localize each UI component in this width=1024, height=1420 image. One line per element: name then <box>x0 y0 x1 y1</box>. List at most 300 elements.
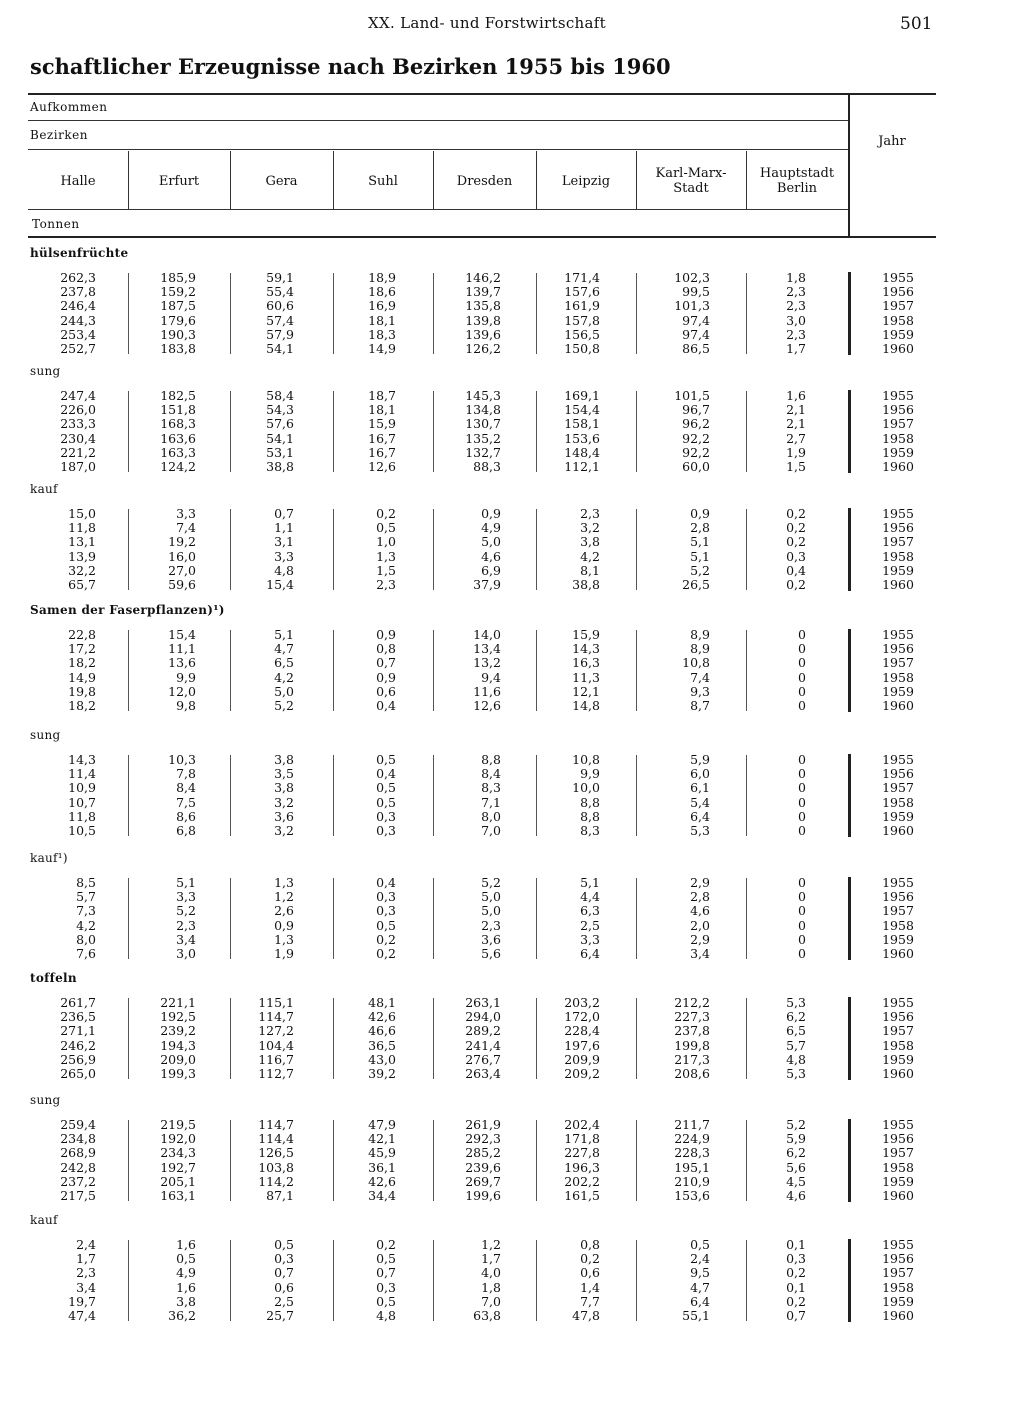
value-cell: 116,7 <box>258 1051 294 1067</box>
value-cell: 7,5 <box>176 794 196 810</box>
value-cell: 114,2 <box>258 1173 294 1189</box>
value-cell: 0 <box>798 627 806 642</box>
value-cell: 97,4 <box>682 312 710 328</box>
value-cell: 4,7 <box>690 1279 710 1295</box>
value-cell: 0,8 <box>376 641 396 657</box>
value-cell: 239,2 <box>160 1023 196 1039</box>
value-cell: 2,3 <box>76 1265 96 1281</box>
value-cell: 19,8 <box>68 683 96 699</box>
value-cell: 139,6 <box>465 326 501 342</box>
value-cell: 0,2 <box>376 506 396 521</box>
value-cell: 224,9 <box>674 1131 710 1147</box>
table-row <box>28 507 936 521</box>
value-cell: 1,4 <box>580 1279 600 1295</box>
section-label: hülsenfrüchte <box>30 246 129 260</box>
table-row <box>28 656 936 670</box>
value-cell: 2,3 <box>786 298 806 314</box>
value-cell: 115,1 <box>258 995 294 1010</box>
value-cell: 185,9 <box>160 270 196 285</box>
year-cell: 1955 <box>882 875 914 890</box>
value-cell: 36,1 <box>368 1159 396 1175</box>
value-cell: 0 <box>798 698 806 713</box>
value-cell: 233,3 <box>60 416 96 432</box>
value-cell: 14,9 <box>368 341 396 356</box>
value-cell: 169,1 <box>564 388 600 403</box>
table-title: schaftlicher Erzeugnisse nach Bezirken 1955 bis 1960 <box>30 54 671 79</box>
value-cell: 60,0 <box>682 459 710 474</box>
value-cell: 156,5 <box>564 326 600 342</box>
value-cell: 48,1 <box>368 995 396 1010</box>
value-cell: 1,3 <box>376 548 396 564</box>
value-cell: 5,1 <box>690 534 710 550</box>
value-cell: 227,8 <box>564 1145 600 1161</box>
value-cell: 2,1 <box>786 402 806 418</box>
value-cell: 228,4 <box>564 1023 600 1039</box>
column-divider <box>333 151 334 209</box>
value-cell: 150,8 <box>564 341 600 356</box>
year-cell: 1958 <box>882 1279 914 1295</box>
value-cell: 211,7 <box>674 1117 710 1132</box>
year-cell: 1959 <box>882 326 914 342</box>
value-cell: 1,2 <box>481 1237 501 1252</box>
value-cell: 22,8 <box>68 627 96 642</box>
value-cell: 197,6 <box>564 1037 600 1053</box>
year-cell: 1959 <box>882 1293 914 1309</box>
value-cell: 182,5 <box>160 388 196 403</box>
value-cell: 0 <box>798 669 806 685</box>
value-cell: 205,1 <box>160 1173 196 1189</box>
value-cell: 0,5 <box>176 1251 196 1267</box>
value-cell: 60,6 <box>266 298 294 314</box>
value-cell: 11,3 <box>572 669 600 685</box>
value-cell: 8,5 <box>76 875 96 890</box>
value-cell: 6,0 <box>690 766 710 782</box>
column-header: Erfurt <box>158 173 200 189</box>
year-cell: 1960 <box>882 459 914 474</box>
value-cell: 18,2 <box>68 655 96 671</box>
value-cell: 0,4 <box>376 698 396 713</box>
value-cell: 9,4 <box>481 669 501 685</box>
value-cell: 7,4 <box>176 520 196 536</box>
table-row <box>28 753 936 767</box>
value-cell: 0,2 <box>786 577 806 592</box>
value-cell: 92,2 <box>682 444 710 460</box>
value-cell: 54,3 <box>266 402 294 418</box>
value-cell: 0 <box>798 683 806 699</box>
table-row <box>28 1281 936 1295</box>
value-cell: 0,6 <box>376 683 396 699</box>
value-cell: 58,4 <box>266 388 294 403</box>
page-header <box>0 14 1024 36</box>
value-cell: 7,0 <box>481 823 501 838</box>
section-label: kauf <box>30 482 58 496</box>
value-cell: 195,1 <box>674 1159 710 1175</box>
value-cell: 192,0 <box>160 1131 196 1147</box>
table-row <box>28 342 936 356</box>
table-row <box>28 1252 936 1266</box>
year-cell: 1958 <box>882 917 914 933</box>
value-cell: 187,0 <box>60 459 96 474</box>
section-label: sung <box>30 1093 61 1107</box>
value-cell: 59,1 <box>266 270 294 285</box>
value-cell: 1,9 <box>274 946 294 961</box>
value-cell: 39,2 <box>368 1066 396 1081</box>
column-header: Suhl <box>368 173 398 189</box>
value-cell: 8,9 <box>690 627 710 642</box>
year-cell: 1960 <box>882 946 914 961</box>
value-cell: 9,9 <box>580 766 600 782</box>
year-cell: 1956 <box>882 889 914 905</box>
value-cell: 8,6 <box>176 808 196 824</box>
year-cell: 1958 <box>882 548 914 564</box>
year-cell: 1960 <box>882 341 914 356</box>
table-row <box>28 389 936 403</box>
value-cell: 5,2 <box>690 562 710 578</box>
value-cell: 14,0 <box>473 627 501 642</box>
value-cell: 2,3 <box>176 917 196 933</box>
value-cell: 6,5 <box>274 655 294 671</box>
value-cell: 18,1 <box>368 312 396 328</box>
value-cell: 5,3 <box>690 823 710 838</box>
value-cell: 53,1 <box>266 444 294 460</box>
value-cell: 19,7 <box>68 1293 96 1309</box>
table-row <box>28 810 936 824</box>
value-cell: 192,7 <box>160 1159 196 1175</box>
value-cell: 5,3 <box>786 995 806 1010</box>
value-cell: 253,4 <box>60 326 96 342</box>
value-cell: 1,7 <box>76 1251 96 1267</box>
value-cell: 0,5 <box>274 1237 294 1252</box>
value-cell: 3,2 <box>580 520 600 536</box>
value-cell: 1,6 <box>786 388 806 403</box>
value-cell: 2,5 <box>580 917 600 933</box>
value-cell: 0,2 <box>376 946 396 961</box>
value-cell: 1,7 <box>481 1251 501 1267</box>
table-row <box>28 933 936 947</box>
value-cell: 15,9 <box>572 627 600 642</box>
table-row <box>28 1238 936 1252</box>
value-cell: 5,0 <box>481 534 501 550</box>
value-cell: 5,3 <box>786 1066 806 1081</box>
table-row <box>28 1295 936 1309</box>
year-cell: 1958 <box>882 312 914 328</box>
column-header: Jahr <box>878 133 906 149</box>
value-cell: 246,4 <box>60 298 96 314</box>
table-row <box>28 671 936 685</box>
table-header <box>28 91 936 238</box>
value-cell: 13,6 <box>168 655 196 671</box>
value-cell: 183,8 <box>160 341 196 356</box>
value-cell: 34,4 <box>368 1188 396 1203</box>
table-row <box>28 876 936 890</box>
header-rule-1 <box>28 120 848 121</box>
value-cell: 5,1 <box>580 875 600 890</box>
value-cell: 16,7 <box>368 444 396 460</box>
value-cell: 2,7 <box>786 430 806 446</box>
value-cell: 132,7 <box>465 444 501 460</box>
value-cell: 5,2 <box>481 875 501 890</box>
value-cell: 0 <box>798 931 806 947</box>
value-cell: 4,6 <box>786 1188 806 1203</box>
value-cell: 7,0 <box>481 1293 501 1309</box>
table-row <box>28 417 936 431</box>
value-cell: 10,7 <box>68 794 96 810</box>
value-cell: 5,2 <box>176 903 196 919</box>
value-cell: 230,4 <box>60 430 96 446</box>
value-cell: 252,7 <box>60 341 96 356</box>
value-cell: 0,8 <box>580 1237 600 1252</box>
value-cell: 15,4 <box>266 577 294 592</box>
value-cell: 27,0 <box>168 562 196 578</box>
value-cell: 1,2 <box>274 889 294 905</box>
value-cell: 261,9 <box>465 1117 501 1132</box>
header-group-label-2: Bezirken <box>30 128 88 142</box>
value-cell: 259,4 <box>60 1117 96 1132</box>
value-cell: 0,9 <box>376 669 396 685</box>
value-cell: 18,3 <box>368 326 396 342</box>
value-cell: 36,2 <box>168 1308 196 1323</box>
table-row <box>28 328 936 342</box>
value-cell: 0,9 <box>376 627 396 642</box>
value-cell: 194,3 <box>160 1037 196 1053</box>
table-row <box>28 535 936 549</box>
value-cell: 8,9 <box>690 641 710 657</box>
value-cell: 18,6 <box>368 284 396 300</box>
value-cell: 4,8 <box>274 562 294 578</box>
value-cell: 5,4 <box>690 794 710 810</box>
value-cell: 0,5 <box>376 752 396 767</box>
value-cell: 13,9 <box>68 548 96 564</box>
value-cell: 0 <box>798 889 806 905</box>
value-cell: 88,3 <box>473 459 501 474</box>
value-cell: 242,8 <box>60 1159 96 1175</box>
value-cell: 151,8 <box>160 402 196 418</box>
value-cell: 0,7 <box>376 655 396 671</box>
value-cell: 5,0 <box>274 683 294 699</box>
value-cell: 1,5 <box>376 562 396 578</box>
value-cell: 2,4 <box>76 1237 96 1252</box>
table-row <box>28 1010 936 1024</box>
table-row <box>28 1039 936 1053</box>
value-cell: 126,5 <box>258 1145 294 1161</box>
value-cell: 163,1 <box>160 1188 196 1203</box>
table-row <box>28 781 936 795</box>
value-cell: 0,2 <box>580 1251 600 1267</box>
value-cell: 4,9 <box>176 1265 196 1281</box>
value-cell: 16,3 <box>572 655 600 671</box>
value-cell: 16,9 <box>368 298 396 314</box>
value-cell: 6,1 <box>690 780 710 796</box>
year-cell: 1959 <box>882 1173 914 1189</box>
value-cell: 3,3 <box>176 889 196 905</box>
value-cell: 112,1 <box>564 459 600 474</box>
year-cell: 1955 <box>882 995 914 1010</box>
year-cell: 1955 <box>882 388 914 403</box>
year-cell: 1957 <box>882 298 914 314</box>
value-cell: 26,5 <box>682 577 710 592</box>
value-cell: 42,6 <box>368 1009 396 1025</box>
value-cell: 114,7 <box>258 1117 294 1132</box>
value-cell: 0 <box>798 752 806 767</box>
value-cell: 5,0 <box>481 889 501 905</box>
value-cell: 190,3 <box>160 326 196 342</box>
value-cell: 8,0 <box>481 808 501 824</box>
year-cell: 1956 <box>882 1251 914 1267</box>
value-cell: 153,6 <box>564 430 600 446</box>
value-cell: 187,5 <box>160 298 196 314</box>
value-cell: 6,9 <box>481 562 501 578</box>
table-row <box>28 699 936 713</box>
value-cell: 101,3 <box>674 298 710 314</box>
value-cell: 217,3 <box>674 1051 710 1067</box>
year-cell: 1959 <box>882 808 914 824</box>
value-cell: 2,3 <box>376 577 396 592</box>
value-cell: 5,1 <box>176 875 196 890</box>
value-cell: 18,9 <box>368 270 396 285</box>
value-cell: 8,0 <box>76 931 96 947</box>
table-row <box>28 890 936 904</box>
table-row <box>28 824 936 838</box>
year-cell: 1957 <box>882 1145 914 1161</box>
value-cell: 16,7 <box>368 430 396 446</box>
table-row <box>28 767 936 781</box>
section-label: Samen der Faserpflanzen)¹) <box>30 603 225 617</box>
value-cell: 294,0 <box>465 1009 501 1025</box>
value-cell: 6,8 <box>176 823 196 838</box>
value-cell: 5,0 <box>481 903 501 919</box>
value-cell: 124,2 <box>160 459 196 474</box>
value-cell: 0,3 <box>376 808 396 824</box>
value-cell: 57,4 <box>266 312 294 328</box>
value-cell: 237,8 <box>674 1023 710 1039</box>
value-cell: 161,5 <box>564 1188 600 1203</box>
value-cell: 145,3 <box>465 388 501 403</box>
value-cell: 10,5 <box>68 823 96 838</box>
value-cell: 14,3 <box>572 641 600 657</box>
value-cell: 0,3 <box>376 823 396 838</box>
value-cell: 126,2 <box>465 341 501 356</box>
value-cell: 268,9 <box>60 1145 96 1161</box>
value-cell: 234,8 <box>60 1131 96 1147</box>
value-cell: 148,4 <box>564 444 600 460</box>
table-row <box>28 432 936 446</box>
year-cell: 1960 <box>882 1308 914 1323</box>
value-cell: 209,2 <box>564 1066 600 1081</box>
value-cell: 0,6 <box>580 1265 600 1281</box>
table-row <box>28 1266 936 1280</box>
value-cell: 221,2 <box>60 444 96 460</box>
value-cell: 16,0 <box>168 548 196 564</box>
value-cell: 153,6 <box>674 1188 710 1203</box>
value-cell: 13,1 <box>68 534 96 550</box>
value-cell: 135,8 <box>465 298 501 314</box>
year-cell: 1956 <box>882 402 914 418</box>
value-cell: 0,1 <box>786 1279 806 1295</box>
value-cell: 38,8 <box>266 459 294 474</box>
value-cell: 11,8 <box>68 520 96 536</box>
value-cell: 46,6 <box>368 1023 396 1039</box>
value-cell: 42,6 <box>368 1173 396 1189</box>
year-cell: 1958 <box>882 669 914 685</box>
value-cell: 4,5 <box>786 1173 806 1189</box>
table-row <box>28 904 936 918</box>
year-cell: 1956 <box>882 766 914 782</box>
value-cell: 261,7 <box>60 995 96 1010</box>
value-cell: 289,2 <box>465 1023 501 1039</box>
value-cell: 114,4 <box>258 1131 294 1147</box>
table-row <box>28 521 936 535</box>
table-row <box>28 550 936 564</box>
value-cell: 3,4 <box>76 1279 96 1295</box>
column-divider <box>536 151 537 209</box>
value-cell: 217,5 <box>60 1188 96 1203</box>
value-cell: 236,5 <box>60 1009 96 1025</box>
value-cell: 0,5 <box>376 794 396 810</box>
value-cell: 171,8 <box>564 1131 600 1147</box>
value-cell: 0,7 <box>274 506 294 521</box>
value-cell: 6,2 <box>786 1009 806 1025</box>
value-cell: 241,4 <box>465 1037 501 1053</box>
year-cell: 1957 <box>882 1265 914 1281</box>
value-cell: 86,5 <box>682 341 710 356</box>
table-row <box>28 996 936 1010</box>
value-cell: 239,6 <box>465 1159 501 1175</box>
value-cell: 4,2 <box>76 917 96 933</box>
value-cell: 4,8 <box>376 1308 396 1323</box>
table-row <box>28 1067 936 1081</box>
value-cell: 10,0 <box>572 780 600 796</box>
column-divider <box>636 151 637 209</box>
value-cell: 285,2 <box>465 1145 501 1161</box>
value-cell: 0,6 <box>274 1279 294 1295</box>
value-cell: 221,1 <box>160 995 196 1010</box>
value-cell: 5,9 <box>690 752 710 767</box>
value-cell: 4,6 <box>690 903 710 919</box>
value-cell: 1,3 <box>274 931 294 947</box>
value-cell: 234,3 <box>160 1145 196 1161</box>
value-cell: 4,6 <box>481 548 501 564</box>
value-cell: 0,2 <box>786 520 806 536</box>
value-cell: 130,7 <box>465 416 501 432</box>
value-cell: 38,8 <box>572 577 600 592</box>
value-cell: 14,3 <box>68 752 96 767</box>
value-cell: 154,4 <box>564 402 600 418</box>
value-cell: 8,7 <box>690 698 710 713</box>
value-cell: 5,6 <box>786 1159 806 1175</box>
year-cell: 1957 <box>882 416 914 432</box>
section-label: sung <box>30 728 61 742</box>
value-cell: 15,0 <box>68 506 96 521</box>
value-cell: 0 <box>798 766 806 782</box>
table-row <box>28 403 936 417</box>
table-row <box>28 1132 936 1146</box>
value-cell: 127,2 <box>258 1023 294 1039</box>
column-divider <box>433 151 434 209</box>
value-cell: 104,4 <box>258 1037 294 1053</box>
value-cell: 0,2 <box>376 1237 396 1252</box>
value-cell: 55,4 <box>266 284 294 300</box>
header-top-rule <box>28 93 936 95</box>
value-cell: 0,9 <box>690 506 710 521</box>
value-cell: 0 <box>798 641 806 657</box>
column-header: Karl-Marx- Stadt <box>655 166 727 196</box>
value-cell: 0 <box>798 875 806 890</box>
value-cell: 6,4 <box>690 808 710 824</box>
table-row <box>28 271 936 285</box>
value-cell: 3,6 <box>481 931 501 947</box>
page-number: 501 <box>900 14 933 34</box>
value-cell: 4,8 <box>786 1051 806 1067</box>
